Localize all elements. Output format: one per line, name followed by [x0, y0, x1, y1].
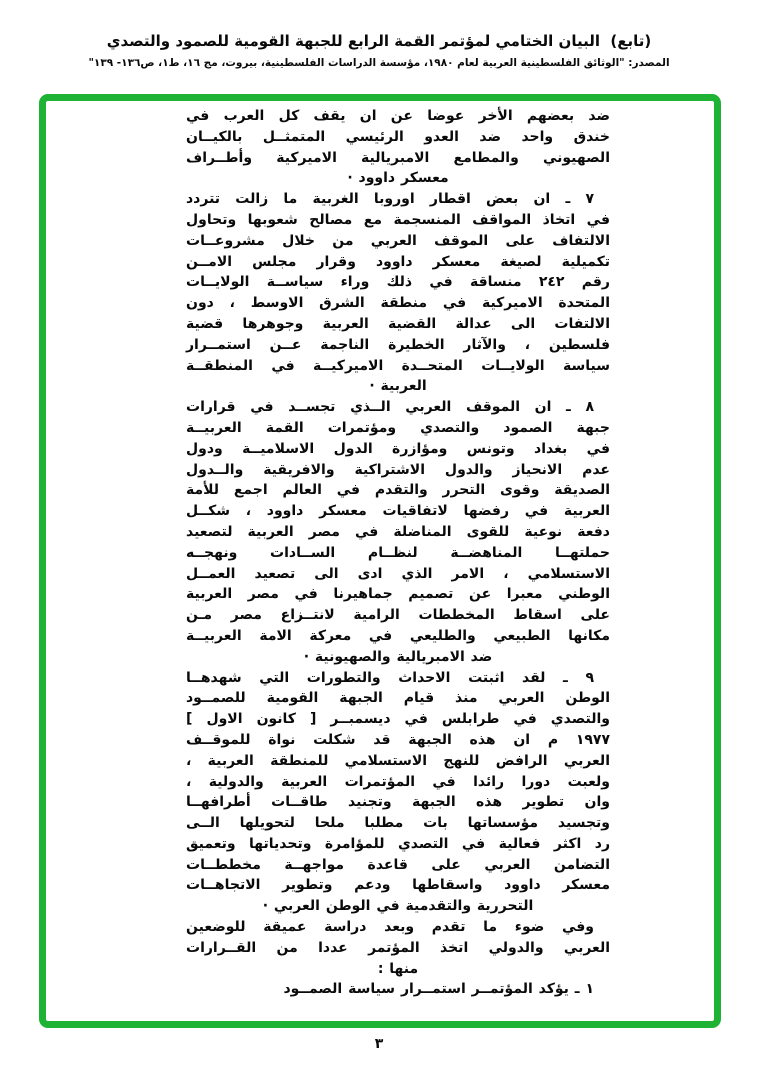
text-line: منها :: [377, 960, 419, 977]
text-line: رقم ٢٤٢ منساقة في ذلك وراء سياســة الولايــات: [186, 274, 610, 291]
document-title: (تابع) البيان الختامي لمؤتمر القمة الرابع للجبهة القومية للصمود والتصدي: [106, 32, 652, 50]
text-line: خندق واحد ضد العدو الرئيسي المتمثــل بالكيــان: [186, 128, 610, 145]
text-line: التضامن العربي على قاعدة مواجهــة مخططــات: [186, 856, 610, 873]
text-line: ولعبت دورا رائدا في المؤتمرات العربية والدولية ،: [186, 773, 610, 790]
text-line: الصهيوني والمطامع الامبريالية الاميركية وأطــراف: [186, 149, 610, 166]
text-line: جبهة الصمود والتصدي ومؤتمرات القمة العربيــة: [186, 419, 610, 436]
text-line: الالتفاف على الموقف العربي من خلال مشروعــات: [186, 232, 610, 249]
text-line: في بغداد وتونس ومؤازرة الدول الاسلاميــة ودول: [186, 440, 610, 457]
text-line: رد اكثر فعالية في التصدي للمؤامرة وتحدياتها وتعميق: [186, 835, 610, 852]
text-line: حملتهــا المناهضــة لنظــام الســادات ونهجــه: [186, 544, 610, 561]
page-number: ٣: [374, 1036, 384, 1052]
text-line: والتصدي في طرابلس في ديسمبــر [ كانون الاول ]: [186, 711, 610, 728]
text-line: العربي الرافض للنهج الاستسلامي للمنطقة العربية ،: [186, 752, 610, 769]
text-line: ضد بعضهم الأخر عوضا عن ان يقف كل العرب في: [186, 108, 610, 124]
text-line: العربية ·: [369, 378, 427, 395]
text-line: تكميلية لصيغة معسكر داوود وقرار مجلس الامــن: [186, 253, 610, 270]
text-line: سياسة الولايــات المتحــدة الاميركيــة في المنطقــة: [186, 357, 610, 374]
text-line: الاستسلامي ، الامر الذي ادى الى تصعيد العمــل: [186, 565, 610, 582]
text-line: الوطني معبرا عن تصميم جماهيرنا في مصر العربية: [186, 586, 610, 603]
text-line: دفعة نوعية للقوى المناضلة في مصر العربية لتصعيد: [186, 523, 610, 540]
text-line: ٩ ـ لقد اثبتت الاحداث والتطورات التي شهدهــا: [186, 669, 594, 686]
text-line: الصديقة وقوى التحرر والتقدم في العالم اجمع للأمة: [186, 482, 610, 499]
text-line: وان تطوير هذه الجبهة وتجنيد طاقــات أطرافهــا: [186, 794, 610, 811]
text-line: ضد الامبريالية والصهيونية ·: [303, 648, 493, 665]
text-line: في اتخاذ المواقف المنسجمة مع مصالح شعوبها وتحاول: [186, 211, 610, 228]
text-line: الالتفات الى عدالة القضية العربية وجوهرها قضية: [186, 315, 610, 332]
text-line: مكانها الطبيعي والطليعي في معركة الامة العربيــة: [186, 627, 610, 644]
text-line: معسكر داوود ·: [347, 170, 449, 187]
text-line: الوطن العربي منذ قيام الجبهة القومية للصمــود: [186, 690, 610, 707]
document-source: المصدر: "الوثائق الفلسطينية العربية لعام ١٩٨٠، مؤسسة الدراسات الفلسطينية، بيروت، مج ١٦، ط١، ص١٣٦- ١٣٩": [88, 57, 670, 69]
text-line: ٧ ـ ان بعض اقطار اوروبا الغربية ما زالت تتردد: [186, 191, 594, 208]
text-line: وتجسيد مؤسساتها بات مطلبا ملحا لتحويلها الــى: [186, 815, 610, 832]
text-line: ١ ـ يؤكد المؤتمــر استمــرار سياسة الصمــود: [283, 981, 594, 998]
text-line: التحررية والتقدمية في الوطن العربي ·: [262, 898, 534, 915]
text-line: فلسطين ، والآثار الخطيرة الناجمة عــن استمــرار: [186, 336, 610, 353]
text-line: المتحدة الاميركية في منطقة الشرق الاوسط ، دون: [186, 295, 610, 312]
document-body: [186, 106, 610, 1000]
text-line: وفي ضوء ما تقدم وبعد دراسة عميقة للوضعين: [186, 919, 594, 936]
text-line: ٨ ـ ان الموقف العربي الــذي تجســد في قرارات: [186, 399, 594, 416]
text-line: معسكر داوود واسقاطها ودعم وتطوير الاتجاهــات: [186, 877, 610, 894]
document-header: [0, 32, 758, 69]
text-line: العربية في رفضها لاتفاقيات معسكر داوود ، شكــل: [186, 503, 610, 520]
text-line: عدم الانحياز والدول الاشتراكية والافريقية والــدول: [186, 461, 610, 478]
text-line: ١٩٧٧ م ان هذه الجبهة قد شكلت نواة للموقــف: [186, 731, 610, 748]
text-line: على اسقاط المخططات الرامية لانتــزاع مصر مـن: [186, 607, 610, 624]
text-line: العربي والدولي اتخذ المؤتمر عددا من القــرارات: [186, 939, 610, 956]
